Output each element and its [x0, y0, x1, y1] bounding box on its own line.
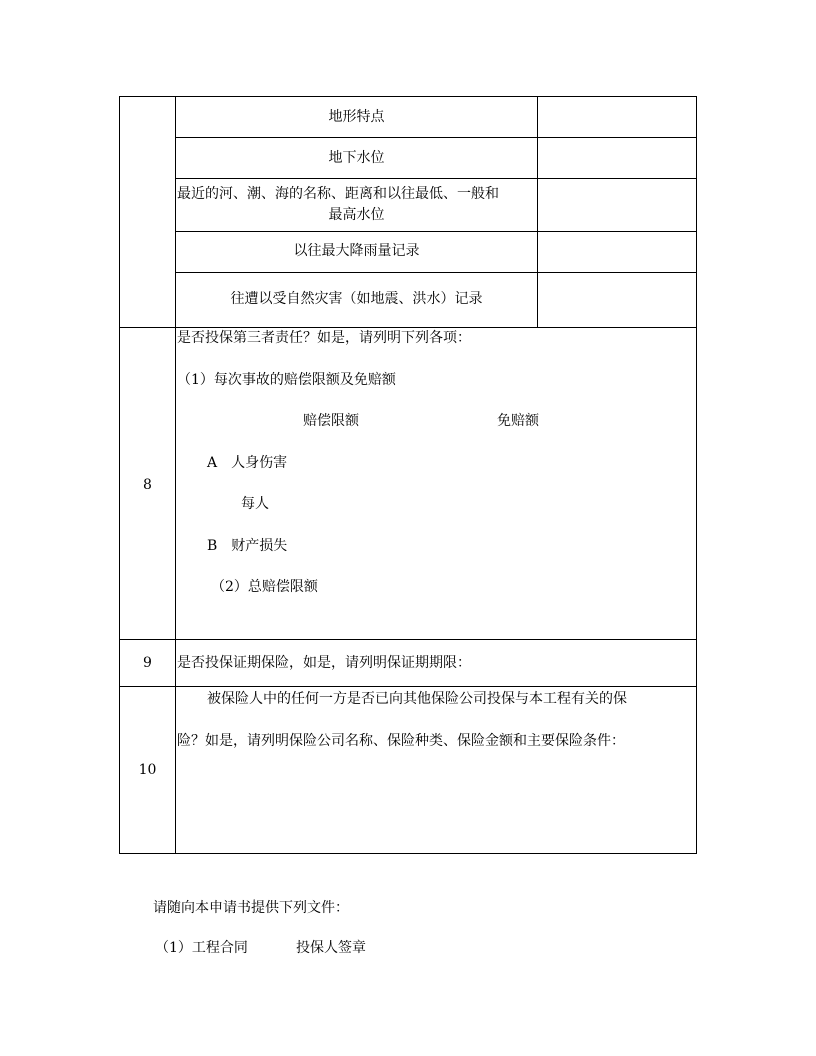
table-bottom-border	[119, 853, 697, 854]
other-insurance-question-line2: 险？如是，请列明保险公司名称、保险种类、保险金额和主要保险条件：	[177, 733, 625, 749]
table-row-divider	[119, 327, 697, 328]
column-limit-label: 赔偿限额	[303, 413, 359, 429]
row-river-label-line1: 最近的河、潮、海的名称、距离和以往最低、一般和	[177, 186, 499, 202]
table-top-border	[119, 96, 697, 97]
row-groundwater-label: 地下水位	[328, 150, 385, 166]
row-river-label-line2: 最高水位	[328, 207, 385, 223]
row-number: 8	[143, 477, 152, 493]
table-right-border	[696, 96, 697, 854]
per-person-label: 每人	[241, 496, 269, 512]
row-rainfall-label: 以往最大降雨量记录	[293, 243, 420, 259]
table-row-divider	[119, 686, 697, 687]
signature-label: 投保人签章	[296, 940, 366, 956]
row-number: 9	[143, 655, 152, 671]
table-column-divider	[537, 96, 538, 328]
table-row-divider	[175, 137, 697, 138]
table-row-divider	[175, 231, 697, 232]
row-terrain-label: 地形特点	[328, 109, 385, 125]
row-number: 10	[138, 762, 157, 778]
total-limit-label: （2）总赔偿限额	[211, 579, 318, 595]
warranty-question: 是否投保证期保险，如是，请列明保证期期限：	[177, 655, 471, 671]
doc-contract: （1）工程合同	[155, 940, 248, 956]
docs-intro: 请随向本申请书提供下列文件：	[153, 900, 349, 916]
row-disaster-label: 往遭以受自然灾害（如地震、洪水）记录	[230, 291, 483, 307]
table-left-border	[119, 96, 120, 854]
table-row-divider	[119, 639, 697, 640]
table-row-divider	[175, 178, 697, 179]
per-accident-limit-label: （1）每次事故的赔偿限额及免赔额	[177, 372, 396, 388]
property-loss-label: B 财产损失	[207, 538, 288, 554]
other-insurance-question-line1: 被保险人中的任何一方是否已向其他保险公司投保与本工程有关的保	[207, 691, 627, 707]
column-deductible-label: 免赔额	[497, 413, 539, 429]
third-party-question: 是否投保第三者责任？如是，请列明下列各项：	[177, 330, 471, 346]
bodily-injury-label: A 人身伤害	[207, 455, 288, 471]
table-row-divider	[175, 272, 697, 273]
